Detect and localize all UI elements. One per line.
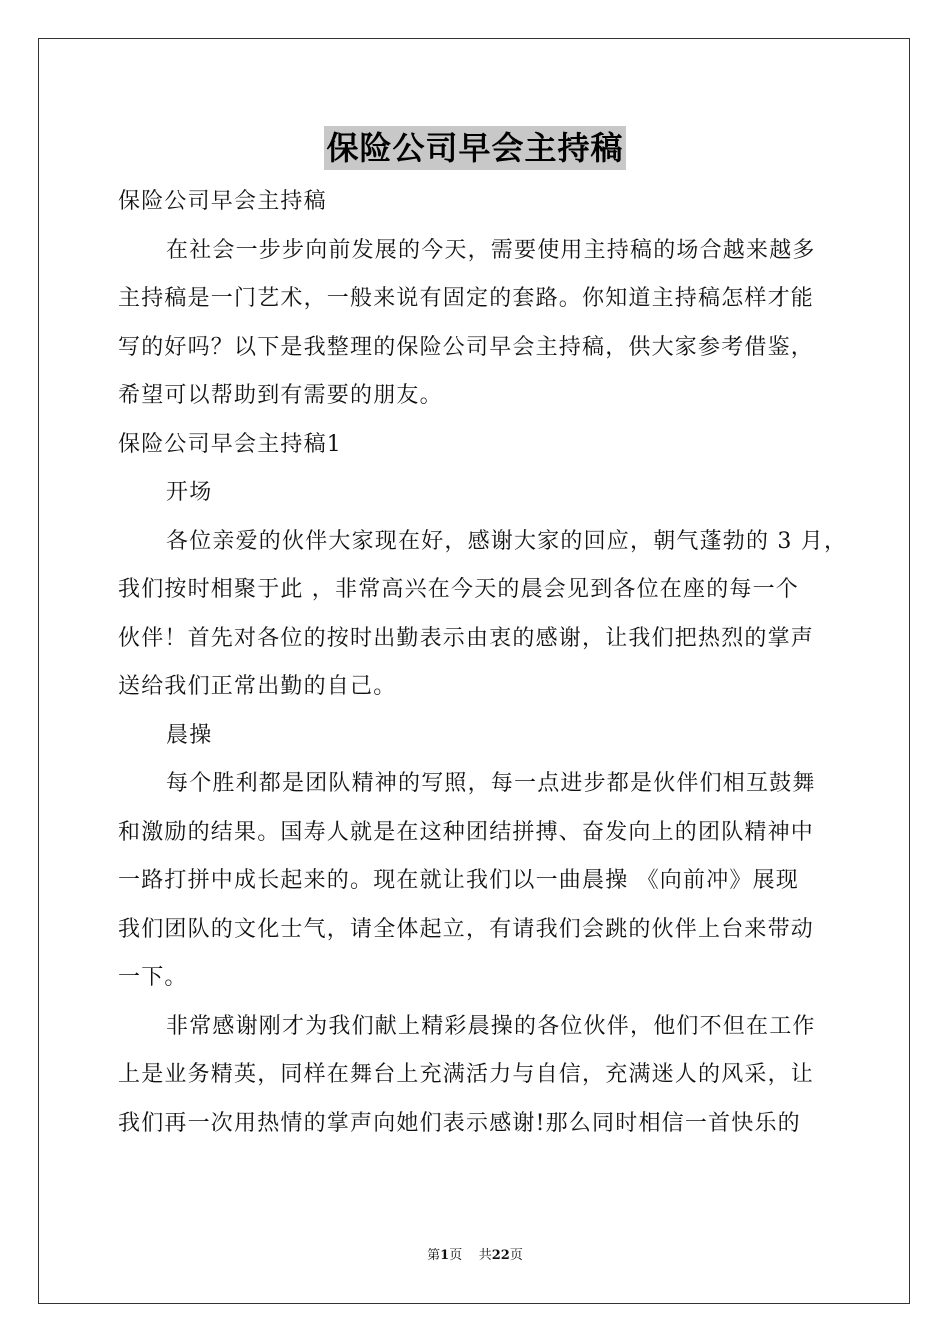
text-line: 保险公司早会主持稿 <box>118 189 327 214</box>
document-body <box>118 178 848 1148</box>
text-line: 和激励的结果。国寿人就是在这种团结拼搏、奋发向上的团队精神中 <box>118 819 815 845</box>
text-line: 晨操 <box>166 722 213 748</box>
page-suffix: 页 <box>449 1248 463 1263</box>
title-container <box>0 126 950 170</box>
text-line: 非常感谢刚才为我们献上精彩晨操的各位伙伴，他们不但在工作 <box>166 1013 816 1039</box>
text-line: 我们团队的文化士气，请全体起立，有请我们会跳的伙伴上台来带动 <box>118 916 815 942</box>
total-suffix: 页 <box>509 1248 523 1263</box>
page-number: 1 <box>440 1248 450 1263</box>
text-line: 我们按时相聚于此 ，非常高兴在今天的晨会见到各位在座的每一个 <box>118 577 799 602</box>
total-pages: 22 <box>491 1248 510 1263</box>
text-line: 每个胜利都是团队精神的写照，每一点进步都是伙伴们相互鼓舞 <box>166 771 816 796</box>
text-line: 上是业务精英，同样在舞台上充满活力与自信，充满迷人的风采，让 <box>118 1062 815 1087</box>
text-line: 我们再一次用热情的掌声向她们表示感谢!那么同时相信一首快乐的 <box>118 1110 801 1136</box>
text-line: 开场 <box>166 480 213 505</box>
text-line: 各位亲爱的伙伴大家现在好，感谢大家的回应，朝气蓬勃的 3 月， <box>166 528 848 554</box>
total-prefix: 共 <box>478 1248 492 1263</box>
text-line: 送给我们正常出勤的自己。 <box>118 674 397 699</box>
text-line: 伙伴！首先对各位的按时出勤表示由衷的感谢，让我们把热烈的掌声 <box>118 625 815 651</box>
text-line: 写的好吗？以下是我整理的保险公司早会主持稿，供大家参考借鉴， <box>118 334 815 360</box>
text-line: 希望可以帮助到有需要的朋友。 <box>118 383 443 408</box>
text-line: 一路打拼中成长起来的。现在就让我们以一曲晨操 《向前冲》展现 <box>118 868 799 893</box>
page-prefix: 第 <box>427 1248 441 1263</box>
text-line: 主持稿是一门艺术，一般来说有固定的套路。你知道主持稿怎样才能 <box>118 286 815 311</box>
document-title: 保险公司早会主持稿 <box>324 126 625 170</box>
text-line: 一下。 <box>118 965 188 990</box>
page-footer <box>0 1244 950 1263</box>
text-line: 在社会一步步向前发展的今天，需要使用主持稿的场合越来越多 <box>166 237 816 263</box>
text-line: 保险公司早会主持稿1 <box>118 431 342 457</box>
